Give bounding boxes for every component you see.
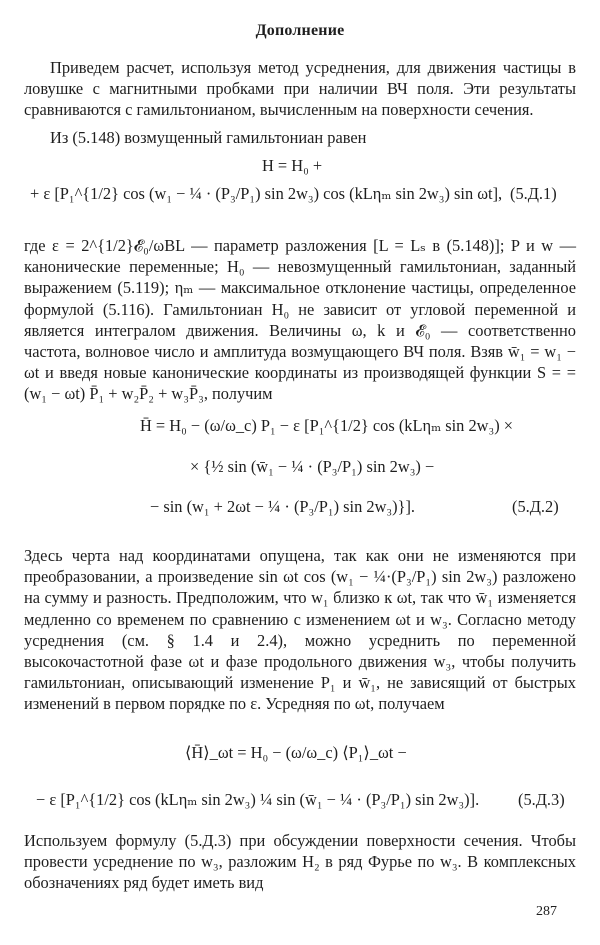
paragraph-fourier: Используем формулу (5.Д.3) при обсуждении поверхности сечения. Чтобы провести усреднение по w₃, разложим H₂ в ряд Фурье по w₃. В комплексных обозначениях ряд будет иметь вид [24,831,576,893]
equation-5d3-label: (5.Д.3) [518,790,565,809]
page-number: 287 [536,904,557,919]
equation-5d2-line3: − sin (w₁ + 2ωt − ¼ · (P₃/P₁) sin 2w₃)}]. [150,497,416,516]
paragraph-intro: Приведем расчет, используя метод усреднения, для движения частицы в ловушке с магнитными пробками при наличии ВЧ поля. Эти результаты сравниваются с гамильтонианом, вычисленным на поверхности сечения. [24,58,576,120]
equation-5d3-line2: − ε [P₁^{1/2} cos (kLηₘ sin 2w₃) ¼ sin (w̄₁ − ¼ · (P₃/P₁) sin 2w₃)]. [36,790,480,809]
equation-5d1-label: (5.Д.1) [510,184,557,203]
equation-5d2-line2: × {½ sin (w̄₁ − ¼ · (P₃/P₁) sin 2w₃) − [190,457,435,476]
paragraph-definitions: где ε = 2^{1/2}𝓔₀/ωBL — параметр разложения [L = Lₛ в (5.148)]; P и w — канонические переменные; H₀ — невозмущенный гамильтониан, заданный выражением (5.119); ηₘ — максимальное отклонение частицы, определенное формулой (5.116). Гамильтониан H₀ не зависит от угловой переменной и является интегралом движения. Величины ω, k и 𝓔₀ — соответственно частота, волновое число и амплитуда возмущающего ВЧ поля. Взяв w̄₁ = w₁ − ωt и введя новые канонические координаты из производящей функции S = = (w₁ − ωt) P̄₁ + w₂P̄₂ + w₃P̄₃, получим [24,236,576,404]
equation-5d1-line1: H = H₀ + [262,156,323,175]
equation-5d2-line1: H̄ = H₀ − (ω/ω_c) P₁ − ε [P₁^{1/2} cos (kLηₘ sin 2w₃) × [140,416,513,435]
equation-5d2-label: (5.Д.2) [512,497,559,516]
section-heading: Дополнение [255,22,345,39]
equation-5d3-line1: ⟨H̄⟩_ωt = H₀ − (ω/ω_c) ⟨P₁⟩_ωt − [185,743,407,762]
equation-5d1-line2: + ε [P₁^{1/2} cos (w₁ − ¼ · (P₃/P₁) sin 2w₃) cos (kLηₘ sin 2w₃) sin ωt], [30,184,503,203]
paragraph-averaging: Здесь черта над координатами опущена, так как они не изменяются при преобразовании, а произведение sin ωt cos (w₁ − ¼·(P₃/P₁) sin 2w₃) разложено на сумму и разность. Предположим, что w₁ близко к ωt, так что w̄₁ изменяется медленно со временем по сравнению с изменением ωt и w₃. Согласно методу усреднения (см. § 1.4 и 2.4), можно усреднить по переменной высокочастотной фазе ωt и фазе продольного движения w₃, чтобы получить гамильтониан, описывающий изменение P₁ и w̄₁, не зависящий от быстрых изменений в первом порядке по ε. Усредняя по ωt, получаем [24,546,576,714]
paragraph-hamiltonian-intro: Из (5.148) возмущенный гамильтониан равен [50,128,367,147]
